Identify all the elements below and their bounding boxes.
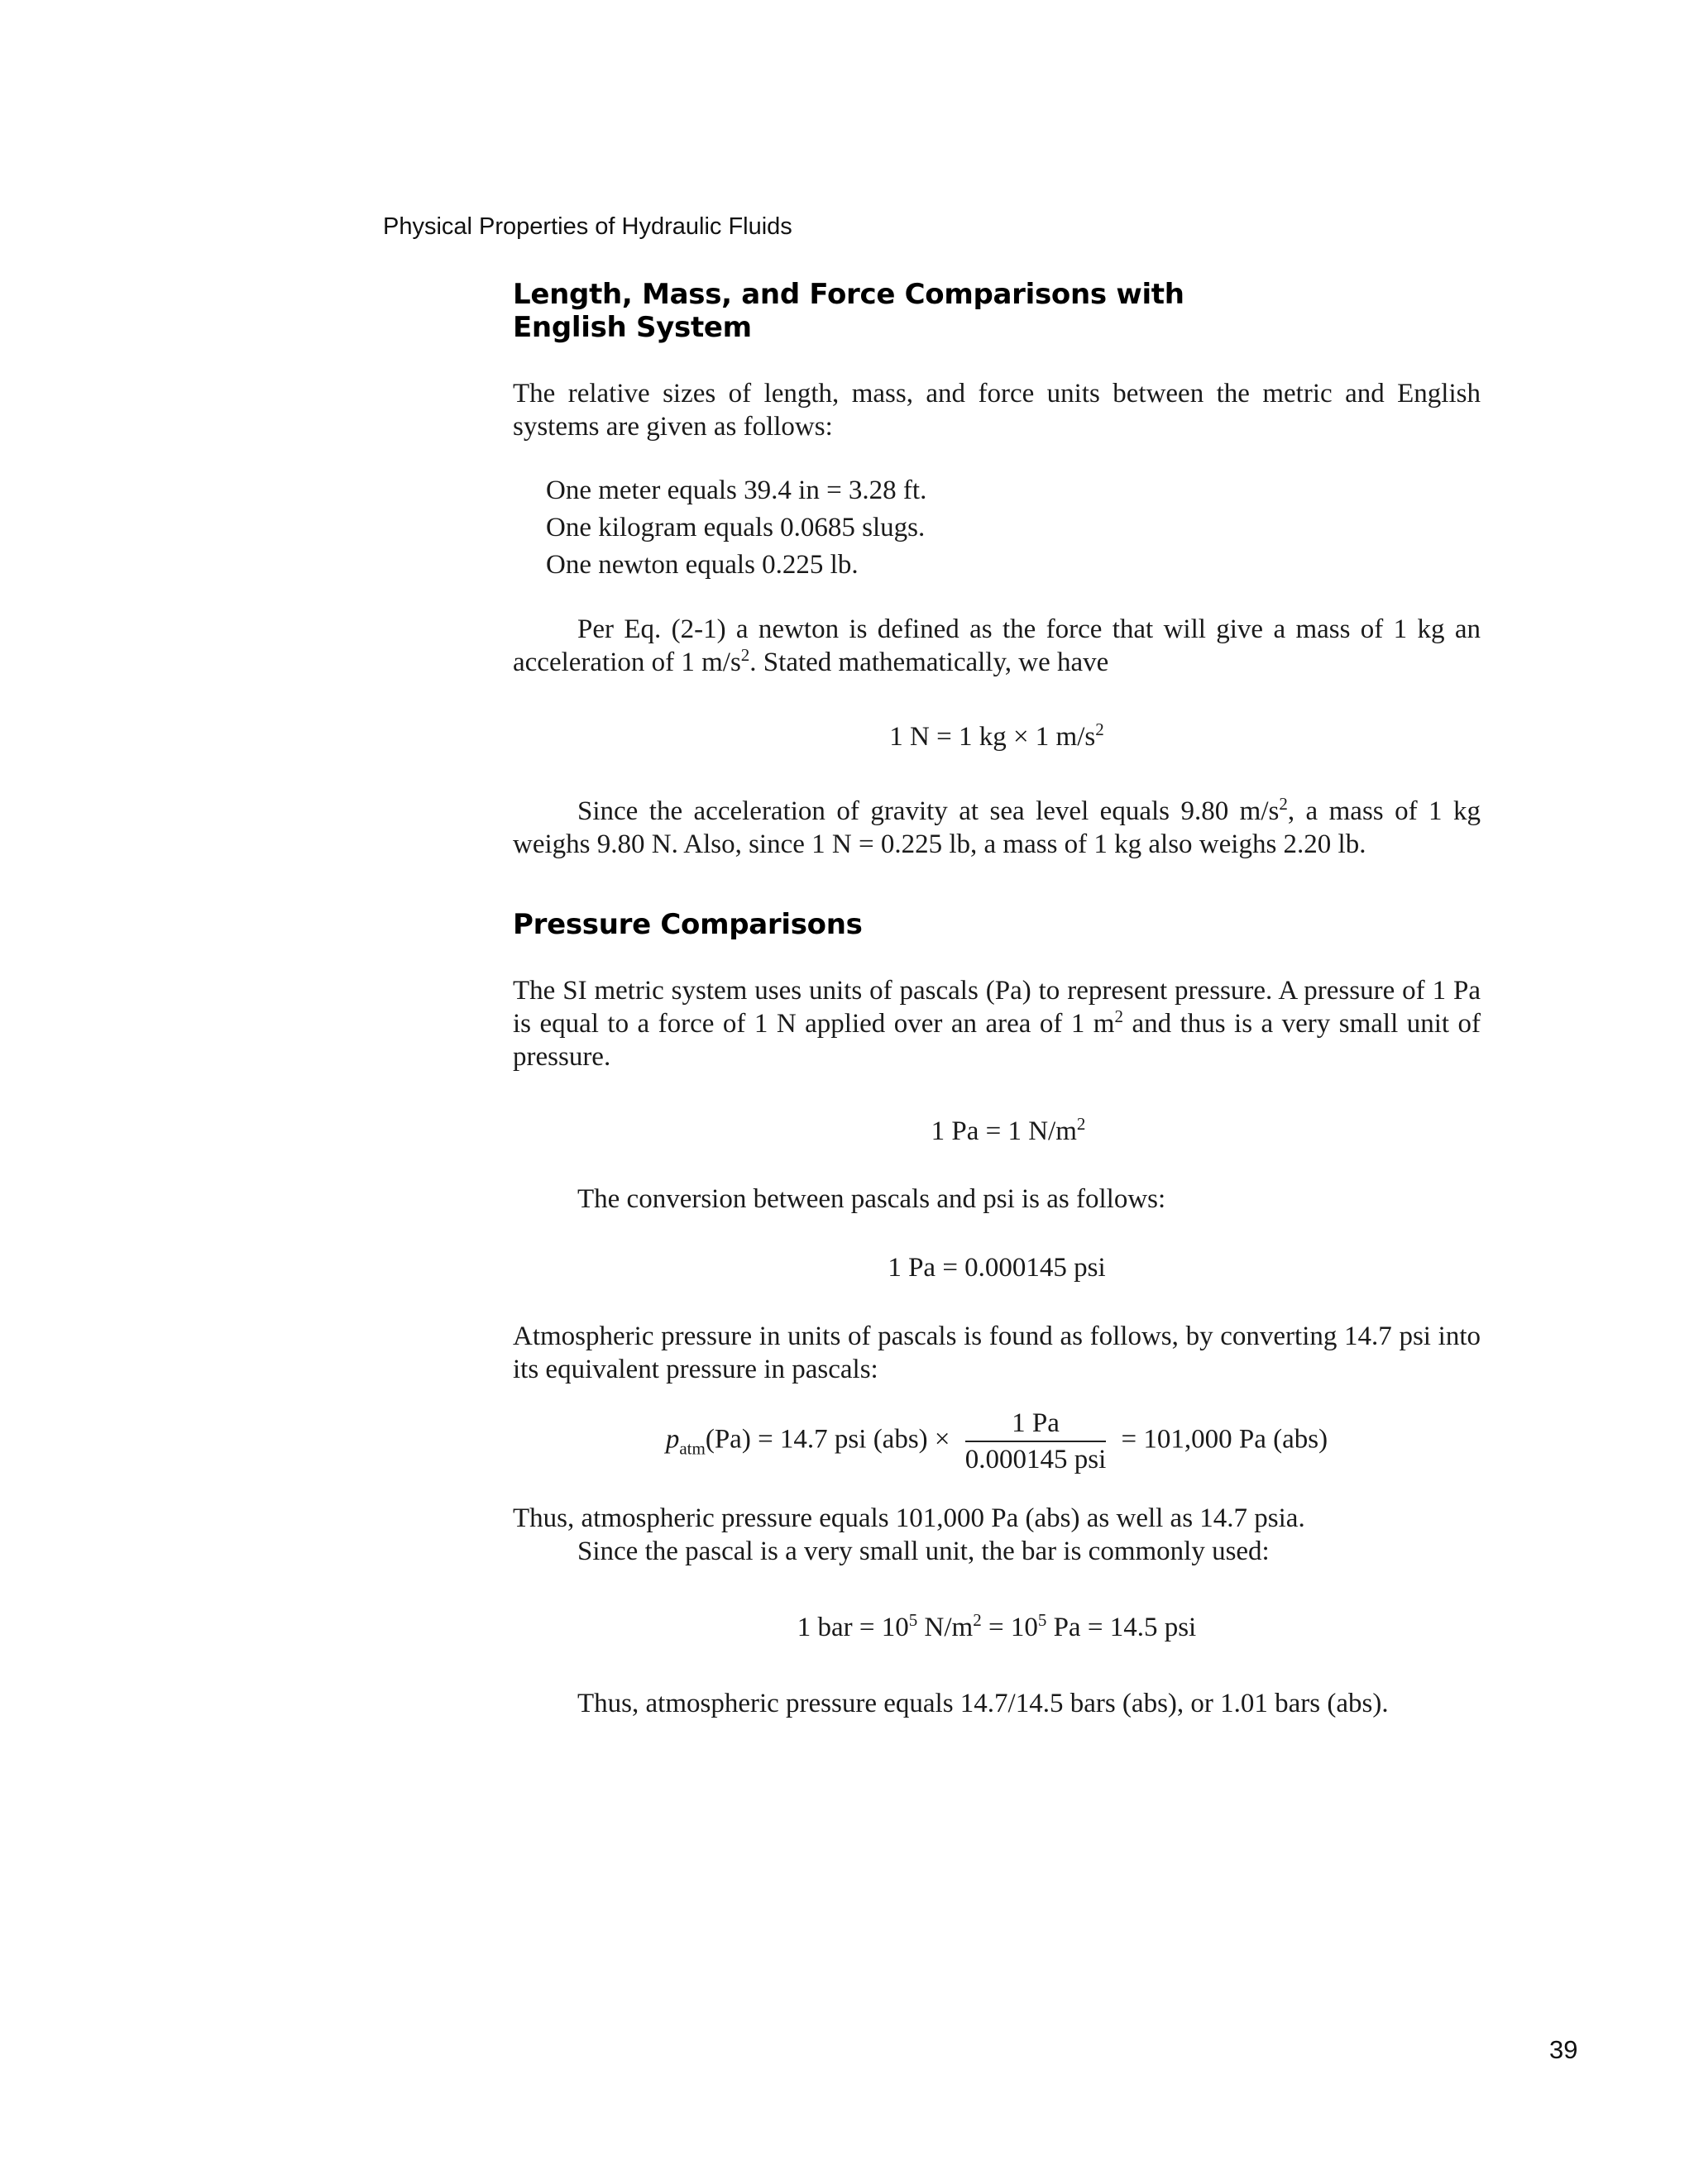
page-number: 39 xyxy=(1549,2035,1578,2064)
page-content xyxy=(513,278,1481,1720)
bar-paragraph: Since the pascal is a very small unit, the bar is commonly used: xyxy=(577,1536,1270,1566)
final-paragraph: Thus, atmospheric pressure equals 14.7/14.5 bars (abs), or 1.01 bars (abs). xyxy=(577,1689,1389,1718)
fraction-numerator: 1 Pa xyxy=(965,1407,1107,1442)
equation-newton: 1 N = 1 kg × 1 $m/s^2$ xyxy=(889,719,1104,752)
fraction-denominator: 0.000145 psi xyxy=(964,1445,1107,1474)
section-heading-pressure-comparisons: Pressure Comparisons xyxy=(513,908,863,941)
fraction xyxy=(965,1407,1107,1475)
running-head: Physical Properties of Hydraulic Fluids xyxy=(383,213,792,240)
heading-line-1: Length, Mass, and Force Comparisons with xyxy=(513,278,1184,311)
equation-bar: 1 bar = $10^5$ $N/m^2 = 10^5$ Pa = 14.5 psi xyxy=(797,1610,1197,1642)
equation-pascal: 1 Pa = 1 $N/m^2$ xyxy=(931,1114,1086,1146)
unit-comparison-list xyxy=(546,472,1481,584)
heading-line-2: English System xyxy=(513,311,752,344)
conversion-paragraph: The conversion between pascals and psi is as follows: xyxy=(577,1184,1166,1214)
list-item: One newton equals 0.225 lb. xyxy=(546,550,859,580)
thus-paragraph: Thus, atmospheric pressure equals 101,000 Pa (abs) as well as 14.7 psia. xyxy=(513,1503,1305,1533)
gravity-paragraph: Since the acceleration of gravity at sea level equals 9.80 $m/s^2$, a mass of 1 kg weighs 9.80 N. Also, since 1 N = 0.225 lb, a mass of 1 kg also weighs 2.20 lb. xyxy=(513,794,1481,859)
equation-pa-psi: 1 Pa = 0.000145 psi xyxy=(888,1253,1106,1283)
newton-definition-paragraph: Per Eq. (2-1) a newton is defined as the force that will give a mass of 1 kg an acceleration of 1 $m/s^2$. Stated mathematically, we have xyxy=(513,614,1481,677)
atmospheric-paragraph: Atmospheric pressure in units of pascals is found as follows, by converting 14.7 psi into its equivalent pressure in pascals: xyxy=(513,1321,1481,1384)
list-item: One kilogram equals 0.0685 slugs. xyxy=(546,513,926,542)
section-heading-length-mass-force xyxy=(513,278,1481,344)
list-item: One meter equals 39.4 in = 3.28 ft. xyxy=(546,476,927,505)
intro-paragraph: The relative sizes of length, mass, and force units between the metric and English systems are given as follows: xyxy=(513,379,1481,442)
si-pressure-paragraph: The SI metric system uses units of pascals (Pa) to represent pressure. A pressure of 1 Pa is equal to a force of 1 N applied over an area of 1 $m^2$ and thus is a very small unit of pressure. xyxy=(513,976,1481,1072)
equation-atmospheric: $p_{atm}(Pa) = 14.7$ psi (abs) × $\frac{1 Pa}{\text{0.000145 psi}}$ = 101,000 Pa (abs) xyxy=(665,1408,1328,1474)
